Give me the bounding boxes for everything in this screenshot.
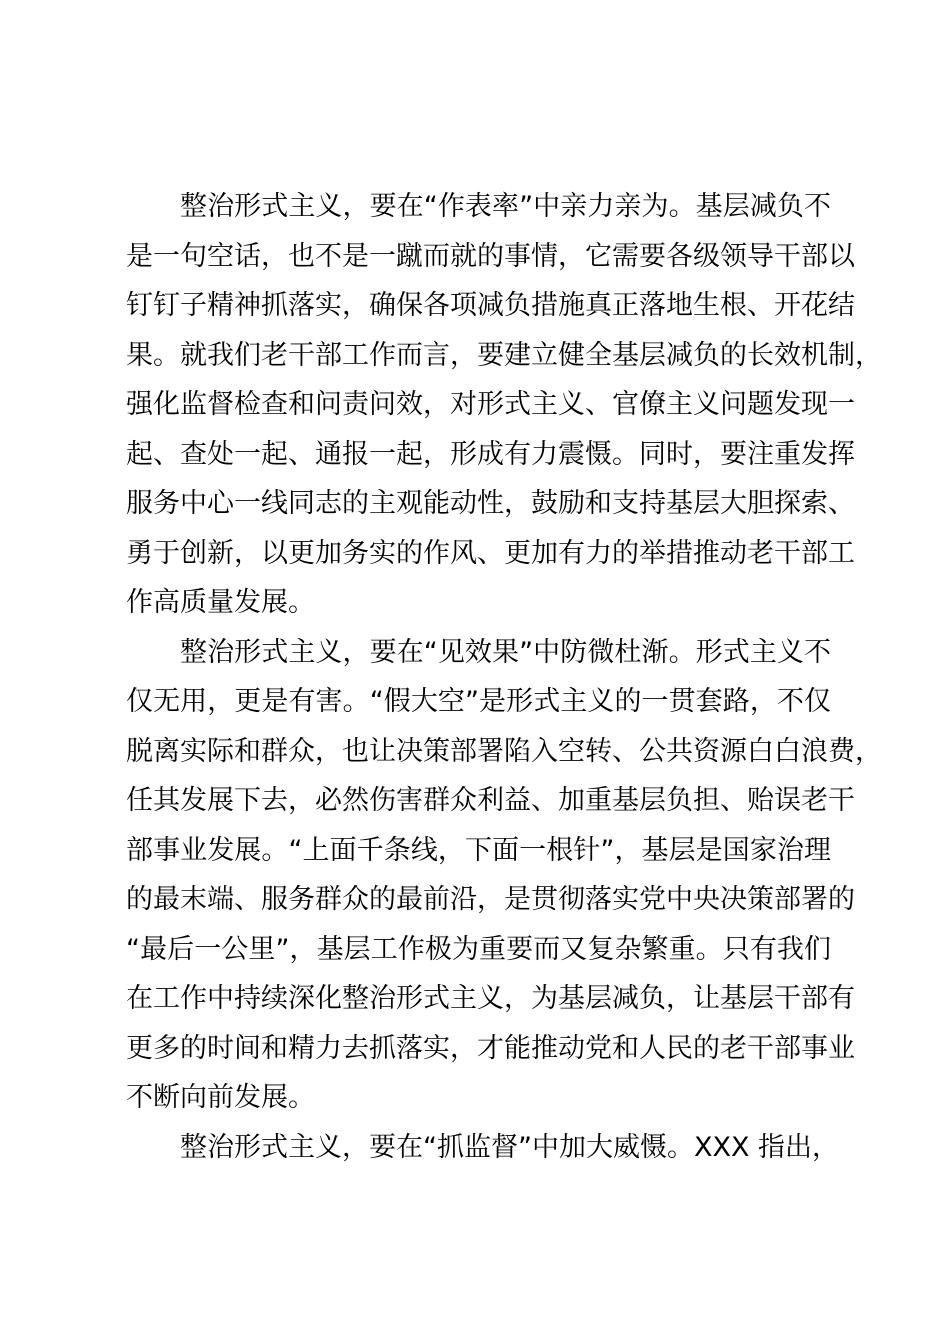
- paragraph-line: 任其发展下去，必然伤害群众利益、加重基层负担、贻误老干: [126, 785, 855, 816]
- paragraph-line: 服务中心一线同志的主观能动性，鼓励和支持基层大胆探索、: [126, 488, 855, 519]
- paragraph-line: 脱离实际和群众，也让决策部署陷入空转、公共资源白白浪费，: [126, 735, 882, 767]
- paragraph-line: 勇于创新，以更加务实的作风、更加有力的举措推动老干部工: [126, 537, 855, 569]
- paragraph-line: 整治形式主义，要在“见效果”中防微杜渐。形式主义不: [180, 636, 831, 668]
- paragraph-line: 在工作中持续深化整治形式主义，为基层减负，让基层干部有: [126, 983, 855, 1014]
- paragraph: [126, 182, 882, 628]
- paragraph-line: 作高质量发展。: [126, 587, 315, 618]
- paragraph-line: 强化监督检查和问责问效，对形式主义、官僚主义问题发现一: [126, 389, 855, 420]
- paragraph-line: 起、查处一起、通报一起，形成有力震慑。同时，要注重发挥: [126, 438, 855, 470]
- paragraph-line: 更多的时间和精力去抓落实，才能推动党和人民的老干部事业: [126, 1032, 855, 1064]
- paragraph-line: 是一句空话，也不是一蹴而就的事情，它需要各级领导干部以: [126, 240, 855, 272]
- document-body: [126, 182, 882, 1172]
- paragraph: [126, 628, 882, 1123]
- paragraph-line: 仅无用，更是有害。“假大空”是形式主义的一贯套路，不仅: [126, 686, 831, 717]
- paragraph-line: 的最末端、服务群众的最前沿，是贯彻落实党中央决策部署的: [126, 884, 855, 915]
- paragraph-line: 整治形式主义，要在“抓监督”中加大威慑。XXX 指出，: [180, 1131, 840, 1163]
- paragraph-line: 整治形式主义，要在“作表率”中亲力亲为。基层减负不: [180, 191, 831, 222]
- paragraph-line: “最后一公里”，基层工作极为重要而又复杂繁重。只有我们: [126, 933, 831, 965]
- paragraph-line: 果。就我们老干部工作而言，要建立健全基层减负的长效机制，: [126, 339, 882, 371]
- paragraph-line: 不断向前发展。: [126, 1082, 315, 1113]
- paragraph: [126, 1123, 840, 1173]
- paragraph-line: 钉钉子精神抓落实，确保各项减负措施真正落地生根、开花结: [126, 290, 855, 321]
- paragraph-line: 部事业发展。“上面千条线，下面一根针”，基层是国家治理: [126, 834, 831, 866]
